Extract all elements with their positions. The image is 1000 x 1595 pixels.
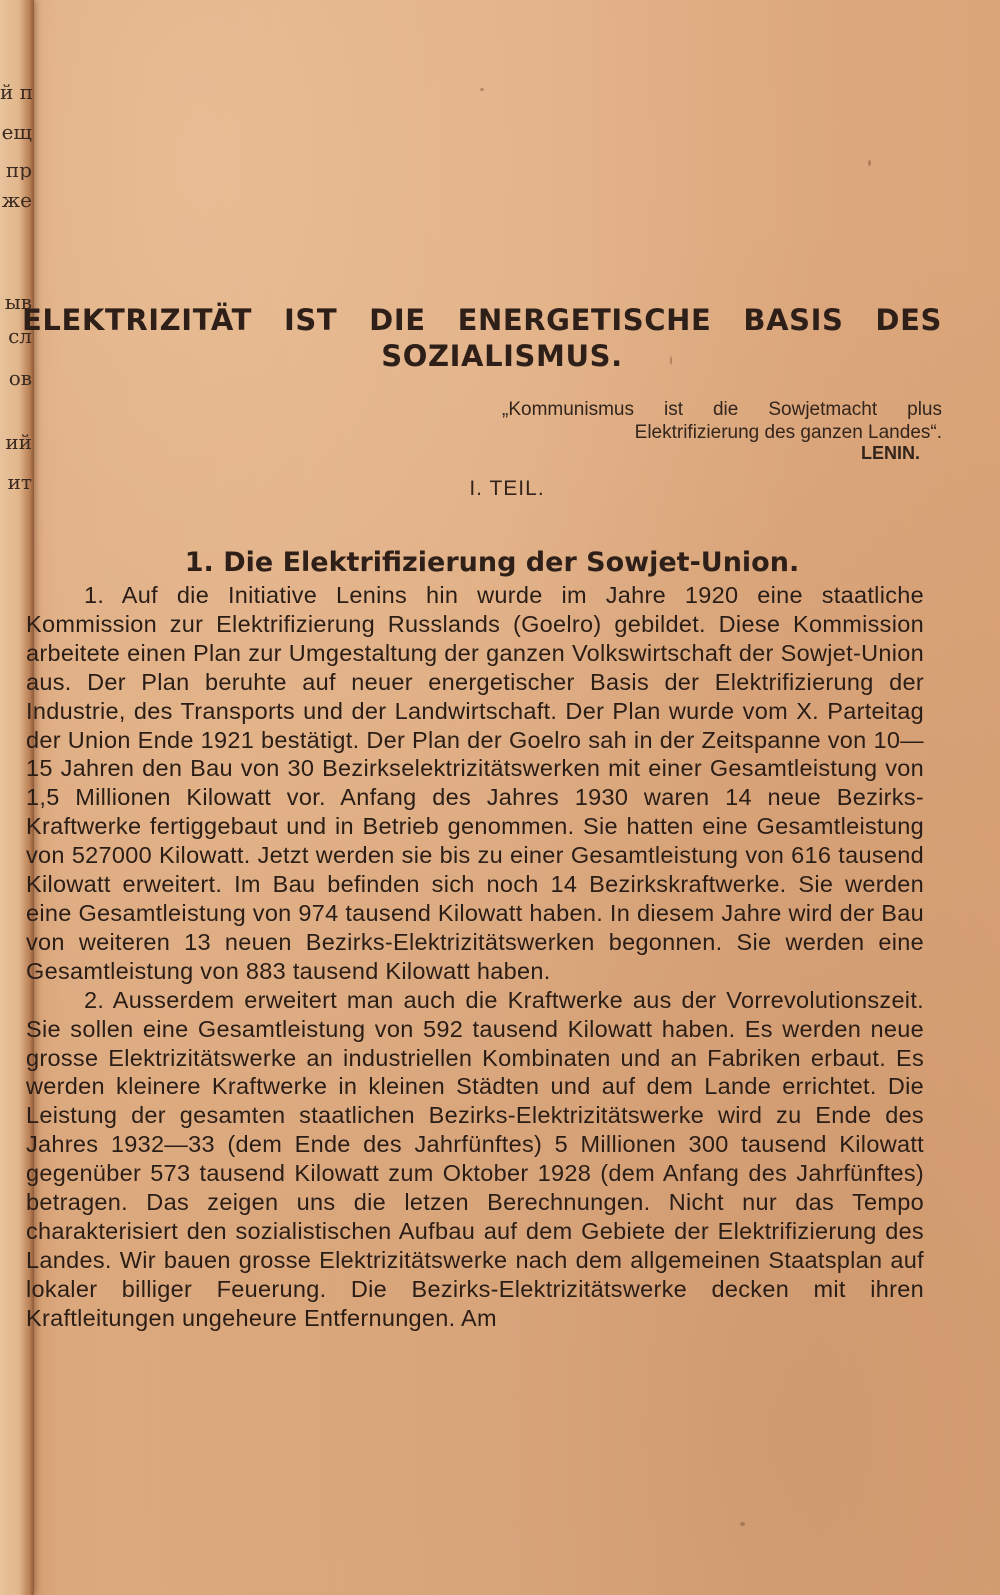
section-heading: 1. Die Elektrifizierung der Sowjet-Union.: [184, 547, 800, 579]
paper-speck: [740, 1522, 745, 1526]
epigraph: [502, 398, 942, 465]
epigraph-author: LENIN.: [860, 443, 920, 463]
epigraph-quote: „Kommunismus ist die Sowjetmacht plus Elektrifizierung des ganzen Landes“.: [502, 399, 942, 443]
gutter-fragment: сл: [8, 326, 32, 346]
gutter-fragment: ит: [7, 472, 32, 492]
gutter-fragment: ий: [5, 432, 32, 452]
gutter-fragment: же: [1, 190, 32, 210]
chapter-title: [22, 302, 942, 374]
part-heading: I. TEIL.: [469, 477, 545, 500]
gutter-fragment: й п: [0, 82, 34, 102]
chapter-title-line-1: ELEKTRIZITÄT IST DIE ENERGETISCHE BASIS DES: [22, 303, 942, 337]
paper-speck: [480, 88, 484, 91]
paper-speck: [868, 160, 871, 166]
gutter-fragment: ов: [8, 368, 32, 388]
gutter-fragment: пр: [5, 160, 32, 180]
paragraph: 2. Ausserdem erweitert man auch die Kraftwerke aus der Vorrevolutionszeit. Sie sollen eine Gesamtleistung von 592 tausend Kilowatt haben. Es werden neue grosse Elektrizitätswerke an industriellen Kombinaten und an Fabriken erbaut. Es werden kleinere Kraftwerke in kleinen Städten und auf dem Lande errichtet. Die Leistung der gesamten staatlichen Bezirks-Elektrizitätswerke wird zu Ende des Jahres 1932—33 (dem Ende des Jahrfünftes) 5 Millionen 300 tausend Kilowatt gegenüber 573 tausend Kilowatt zum Oktober 1928 (dem Anfang des Jahrfünftes) betragen. Das zeigen uns die letzen Berechnungen. Nicht nur das Tempo charakterisiert den sozialistischen Aufbau auf dem Gebiete der Elektrifizierung des Landes. Wir bauen grosse Elektrizitätswerke nach dem allgemeinen Staatsplan auf lokaler billiger Feuerung. Die Bezirks-Elektrizitätswerke decken mit ihren Kraftleitungen ungeheure Entfernungen. Am: [26, 986, 924, 1331]
body-text: [26, 581, 924, 1333]
chapter-title-line-2: SOZIALISMUS.: [381, 339, 623, 373]
gutter-fragment: ещ: [1, 122, 32, 142]
paragraph: 1. Auf die Initiative Lenins hin wurde im Jahre 1920 eine staatliche Kommission zur Elektrifizierung Russlands (Goelro) gebildet. Diese Kommission arbeitete einen Plan zur Umgestaltung der ganzen Volkswirtschaft der Sowjet-Union aus. Der Plan beruhte auf neuer energetischer Basis der Elektrifizierung der Industrie, des Transports und der Landwirtschaft. Der Plan wurde vom X. Parteitag der Union Ende 1921 bestätigt. Der Plan der Goelro sah in der Zeitspanne von 10—15 Jahren den Bau von 30 Bezirkselektrizitätswerken mit einer Gesamtleistung von 1,5 Millionen Kilowatt vor. Anfang des Jahres 1930 waren 14 neue Bezirks-Kraftwerke fertiggebaut und in Betrieb genommen. Sie hatten eine Gesamtleistung von 527000 Kilowatt. Jetzt werden sie bis zu einer Gesamtleistung von 616 tausend Kilowatt erweitert. Im Bau befinden sich noch 14 Bezirkskraftwerke. Sie werden eine Gesamtleistung von 974 tausend Kilowatt haben. In diesem Jahre wird der Bau von weiteren 13 neuen Bezirks-Elektrizitätswerken begonnen. Sie werden eine Gesamtleistung von 883 tausend Kilowatt haben.: [26, 582, 924, 984]
gutter-fragment: ыв: [4, 292, 32, 312]
